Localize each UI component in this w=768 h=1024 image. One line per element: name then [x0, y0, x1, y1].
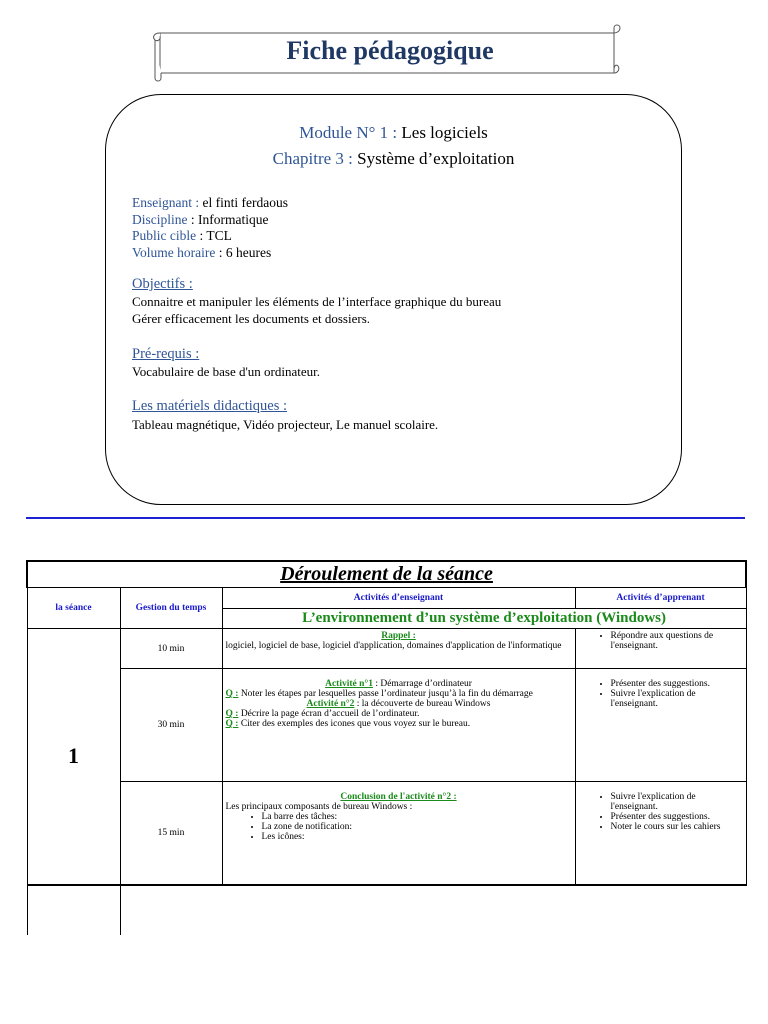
seance-number: 1 [27, 629, 120, 885]
list-item: • La barre des tâches: [262, 812, 572, 822]
question-label: Q : [225, 719, 239, 729]
rappel-text: logiciel, logiciel de base, logiciel d'application, domaines d'application de l'informatique [225, 641, 562, 651]
apprenant-cell [575, 782, 746, 885]
empty-cell [27, 885, 120, 935]
question-label: Q : [225, 709, 239, 719]
conclusion-intro: Les principaux composants de bureau Windows : [225, 802, 413, 812]
activity-1-heading: Activité n°1 [325, 679, 373, 689]
activity-2-text: : la découverte de bureau Windows [354, 699, 491, 709]
row-time: 30 min [120, 669, 222, 782]
chapter-line [106, 149, 681, 169]
activity-1-text: : Démarrage d’ordinateur [372, 679, 472, 689]
question-2-text: Décrire la page écran d’accueil de l’ordinateur. [238, 709, 420, 719]
row-time: 10 min [120, 629, 222, 669]
chapter-label: Chapitre 3 : [272, 149, 353, 168]
list-item: • Suivre l'explication de l'enseignant. [611, 792, 743, 812]
discipline-value: : Informatique [187, 211, 269, 227]
enseignant-cell [222, 669, 575, 782]
public-value: : TCL [196, 228, 232, 243]
module-line [106, 123, 681, 143]
materiels-text: Tableau magnétique, Vidéo projecteur, Le manuel scolaire. [132, 417, 439, 432]
table-row [27, 782, 746, 885]
materiels-heading: Les matériels didactiques : [132, 398, 288, 414]
objectifs-line-1: Connaitre et manipuler les éléments de l’interface graphique du bureau [132, 294, 502, 309]
divider-line [26, 517, 745, 519]
public-line [132, 228, 288, 245]
list-item: • Répondre aux questions de l'enseignant. [611, 631, 743, 651]
teacher-line [132, 195, 288, 212]
list-item: • Les icônes: [262, 832, 572, 842]
list-item: • Présenter des suggestions. [611, 812, 743, 822]
list-item: • Suivre l'explication de l'enseignant. [611, 689, 743, 709]
question-label: Q : [225, 689, 239, 699]
table-title: Déroulement de la séance [27, 561, 746, 588]
objectifs-line-2: Gérer efficacement les documents et dossiers. [132, 311, 370, 326]
teacher-value: el finti ferdaous [202, 195, 288, 210]
module-label: Module N° 1 : [299, 123, 398, 142]
rappel-heading: Rappel : [381, 631, 416, 641]
info-block [132, 195, 288, 261]
objectifs-heading: Objectifs : [132, 276, 193, 292]
env-title: L’environnement d’un système d’exploitation (Windows) [222, 609, 746, 629]
table-row [27, 669, 746, 782]
teacher-label: Enseignant : [132, 195, 200, 210]
page-title: Fiche pédagogique [286, 36, 494, 65]
row-time: 15 min [120, 782, 222, 885]
activity-2-heading: Activité n°2 [306, 699, 355, 709]
apprenant-cell [575, 629, 746, 669]
table-title-row [27, 561, 746, 588]
title-banner [152, 24, 622, 82]
apprenant-cell [575, 669, 746, 782]
volume-label: Volume horaire [132, 244, 216, 260]
empty-row [27, 885, 746, 935]
public-label: Public cible [132, 228, 197, 243]
list-item: • Noter le cours sur les cahiers [611, 822, 743, 832]
volume-value: : 6 heures [215, 244, 272, 260]
chapter-value: Système d’exploitation [357, 149, 515, 168]
discipline-line [132, 212, 288, 229]
col-seance-header: la séance [27, 588, 120, 629]
list-item: • La zone de notification: [262, 822, 572, 832]
session-table [26, 560, 747, 935]
objectifs-text [132, 293, 501, 327]
empty-cell [120, 885, 746, 935]
prerequis-text: Vocabulaire de base d'un ordinateur. [132, 364, 321, 379]
conclusion-heading: Conclusion de l'activité n°2 : [340, 792, 457, 802]
enseignant-cell [222, 782, 575, 885]
discipline-label: Discipline [132, 211, 188, 227]
header-row [27, 588, 746, 609]
question-3-text: Citer des exemples des icones que vous voyez sur le bureau. [238, 719, 471, 729]
volume-line [132, 245, 288, 262]
col-gestion-header: Gestion du temps [120, 588, 222, 629]
info-card [105, 94, 682, 505]
module-value: Les logiciels [401, 123, 488, 142]
list-item: • Présenter des suggestions. [611, 679, 743, 689]
enseignant-cell [222, 629, 575, 669]
question-1-text: Noter les étapes par lesquelles passe l’ordinateur jusqu’à la fin du démarrage [238, 689, 533, 699]
prerequis-heading: Pré-requis : [132, 346, 200, 362]
col-enseignant-header: Activités d’enseignant [222, 588, 575, 609]
table-row [27, 629, 746, 669]
col-apprenant-header: Activités d’apprenant [575, 588, 746, 609]
